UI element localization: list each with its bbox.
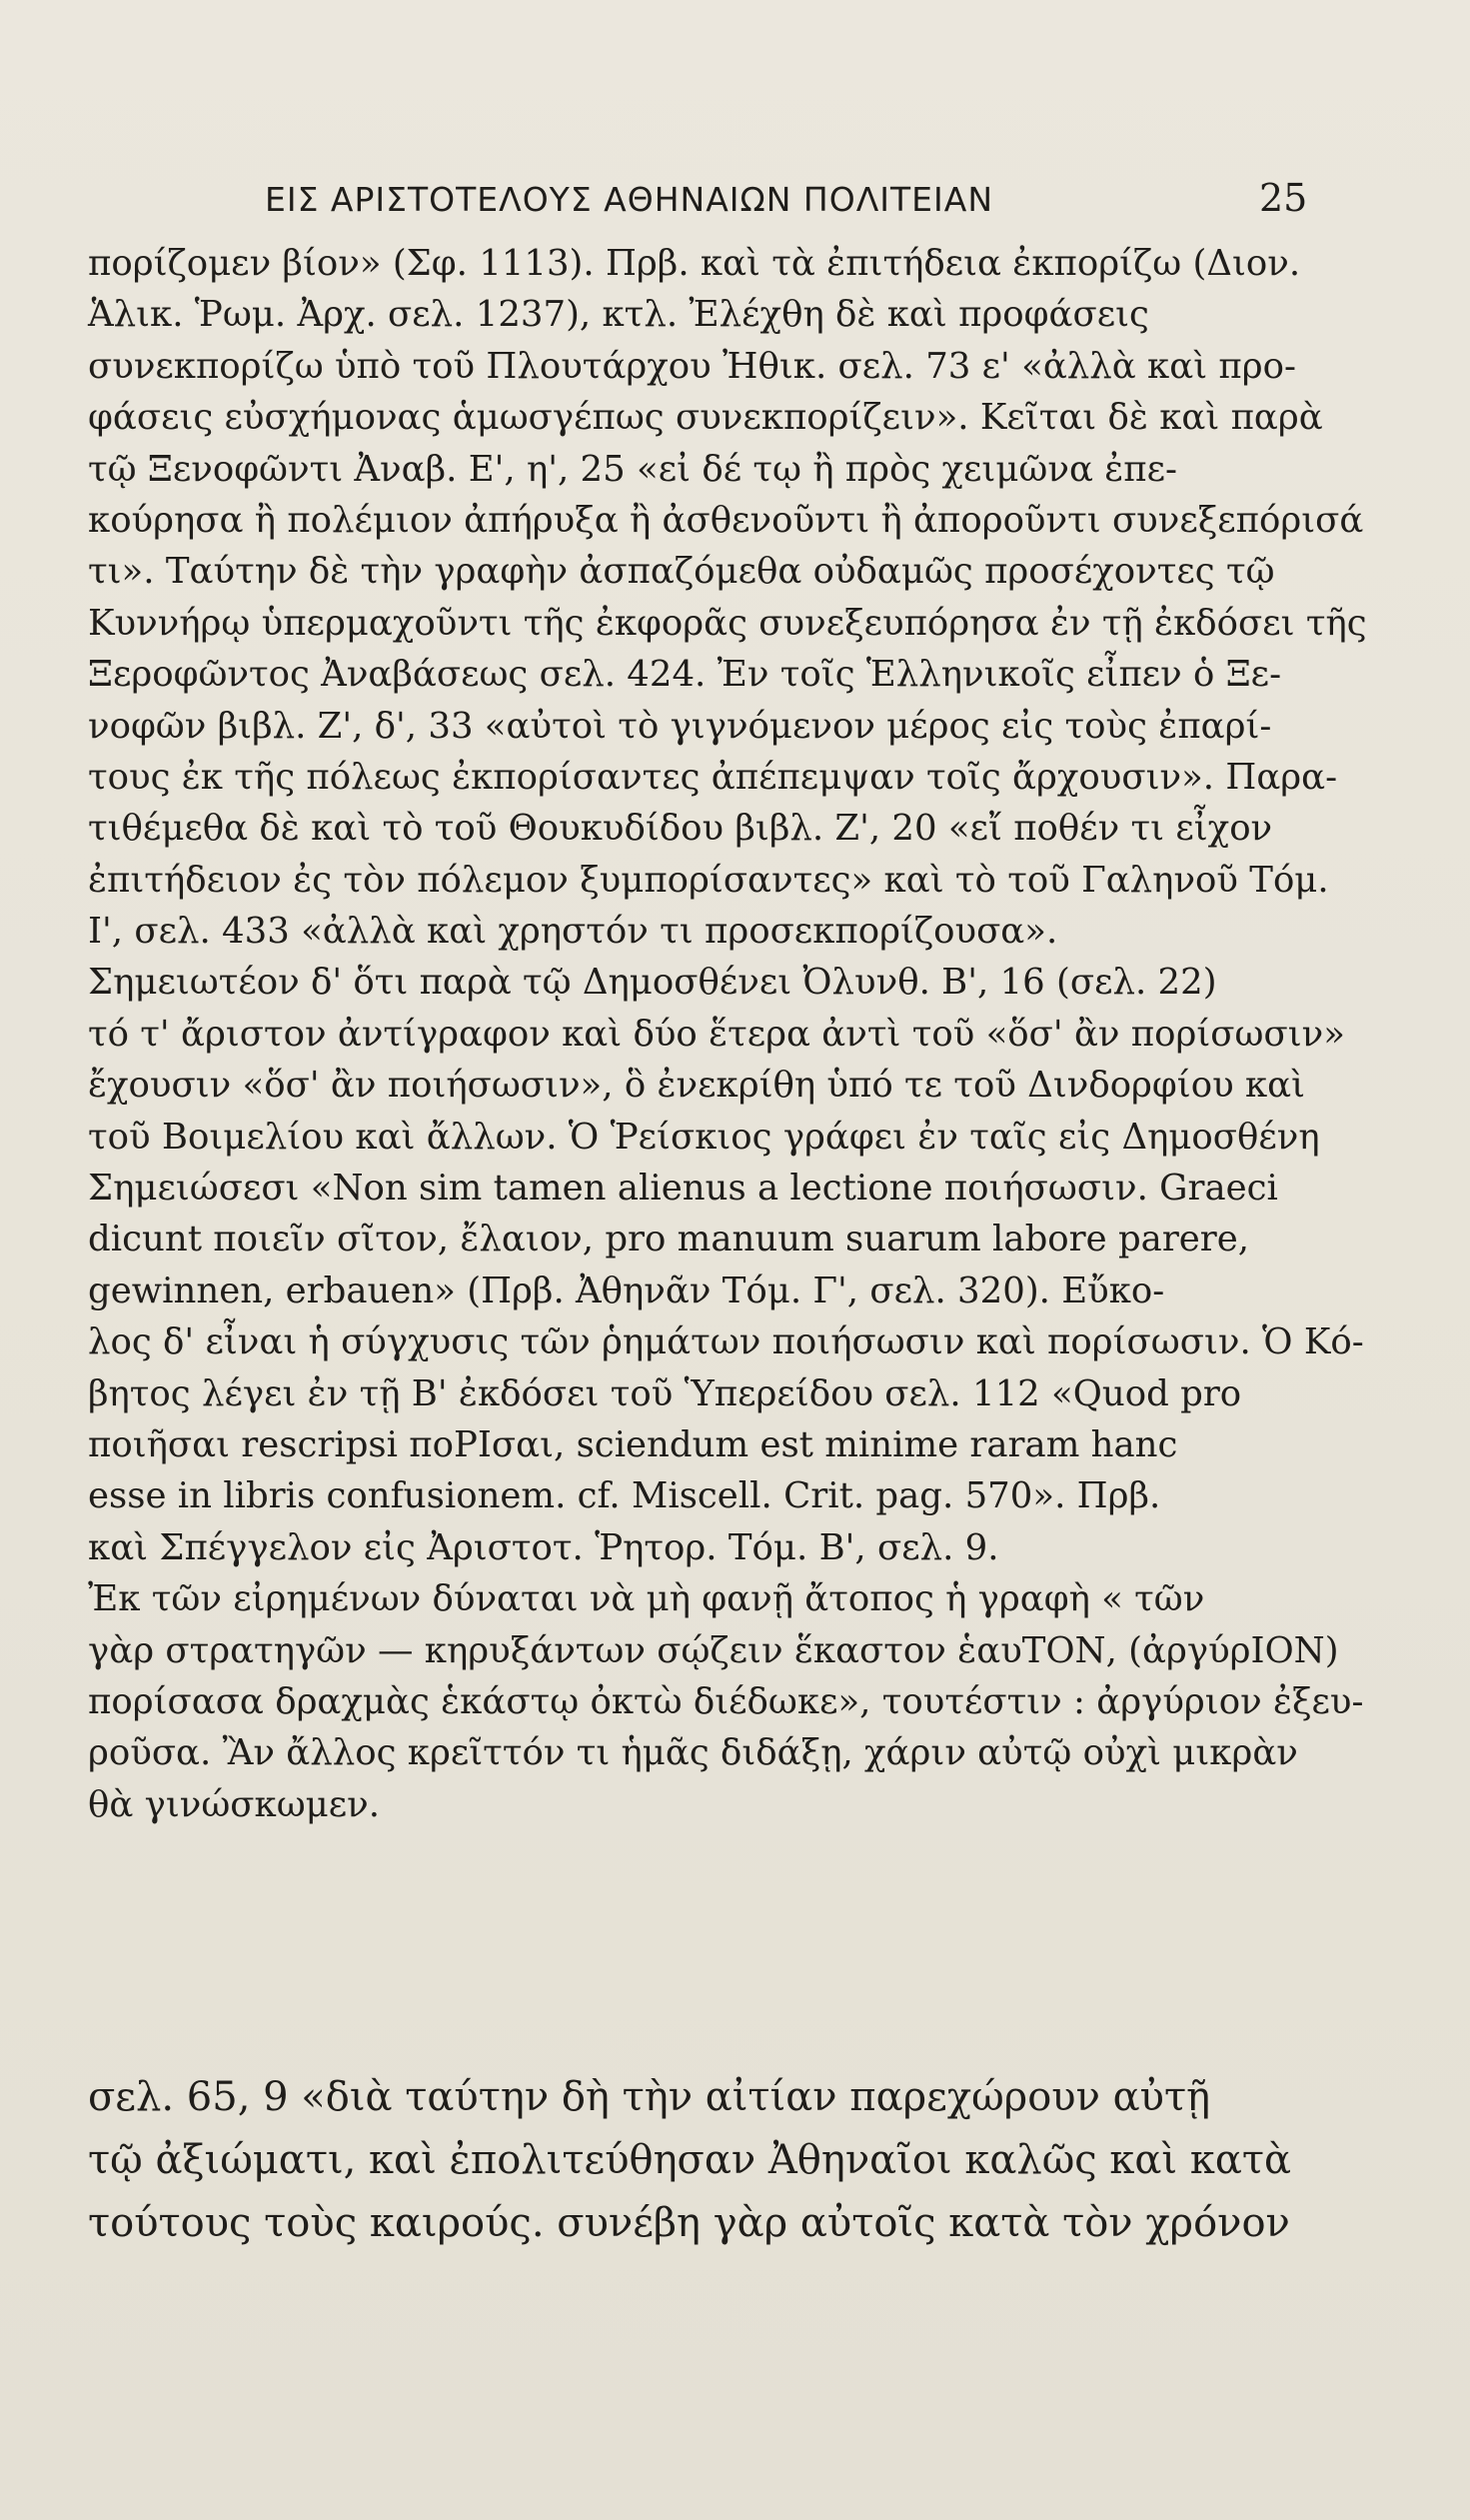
note-line: νοφῶν βιβλ. Ζ', δ', 33 «αὐτοὶ τὸ γιγνόμενον μέρος εἰς τοὺς ἐπαρί-: [88, 705, 1272, 747]
note-line: ἔχουσιν «ὅσ' ἂν ποιήσωσιν», ὃ ἐνεκρίθη ὑπό τε τοῦ Δινδορφίου καὶ: [88, 1065, 1306, 1107]
note-line: λος δ' εἶναι ἡ σύγχυσις τῶν ῥημάτων ποιήσωσιν καὶ πορίσωσιν. Ὁ Κό-: [88, 1321, 1364, 1363]
footnote-block: [88, 238, 1367, 1830]
main-line: τούτους τοὺς καιρούς. συνέβη γὰρ αὐτοῖς κατὰ τὸν χρόνον: [88, 2200, 1290, 2246]
main-line: τῷ ἀξιώματι, καὶ ἐπολιτεύθησαν Ἀθηναῖοι καλῶς καὶ κατὰ: [88, 2137, 1291, 2183]
note-line: καὶ Σπέγγελον εἰς Ἀριστοτ. Ῥητορ. Τόμ. Β', σελ. 9.: [88, 1526, 999, 1568]
note-line: θὰ γινώσκωμεν.: [88, 1783, 380, 1825]
note-line: κούρησα ἢ πολέμιον ἀπήρυξα ἢ ἀσθενοῦντι ἢ ἀποροῦντι συνεξεπόρισά: [88, 499, 1364, 541]
note-line: γὰρ στρατηγῶν — κηρυξάντων σῴζειν ἕκαστον ἑαυΤΟΝ, (ἀργύρΙΟΝ): [88, 1629, 1339, 1671]
note-line: πορίζομεν βίον» (Σφ. 1113). Πρβ. καὶ τὰ ἐπιτήδεια ἐκπορίζω (Διον.: [88, 243, 1301, 284]
note-line: Ι', σελ. 433 «ἀλλὰ καὶ χρηστόν τι προσεκπορίζουσα».: [88, 911, 1058, 953]
note-line: dicunt ποιεῖν σῖτον, ἔλαιον, pro manuum suarum labore parere,: [88, 1219, 1250, 1260]
note-line: esse in libris confusionem. cf. Miscell. Crit. pag. 570». Πρβ.: [88, 1475, 1161, 1517]
note-line: τοῦ Βοιμελίου καὶ ἄλλων. Ὁ Ῥείσκιος γράφει ἐν ταῖς εἰς Δημοσθένη: [88, 1116, 1320, 1158]
note-line: πορίσασα δραχμὰς ἑκάστῳ ὀκτὼ διέδωκε», τουτέστιν : ἀργύριον ἐξευ-: [88, 1680, 1364, 1722]
note-line: gewinnen, erbauen» (Πρβ. Ἀθηνᾶν Τόμ. Γ', σελ. 320). Εὔκο-: [88, 1269, 1165, 1311]
note-line: τό τ' ἄριστον ἀντίγραφον καὶ δύο ἕτερα ἀντὶ τοῦ «ὅσ' ἂν πορίσωσιν»: [88, 1013, 1345, 1055]
note-line: Σημειώσεσι «Non sim tamen alienus a lectione ποιήσωσιν. Graeci: [88, 1168, 1278, 1210]
note-line: Ξεροφῶντος Ἀναβάσεως σελ. 424. Ἐν τοῖς Ἑλληνικοῖς εἶπεν ὁ Ξε-: [88, 654, 1282, 696]
note-line: βητος λέγει ἐν τῇ Β' ἐκδόσει τοῦ Ὑπερείδου σελ. 112 «Quod pro: [88, 1372, 1242, 1414]
note-line: Ἁλικ. Ῥωμ. Ἀρχ. σελ. 1237), κτλ. Ἐλέχθη δὲ καὶ προφάσεις: [88, 294, 1149, 336]
main-text-block: [88, 2066, 1327, 2255]
note-line: ἐπιτήδειον ἐς τὸν πόλεμον ξυμπορίσαντες» καὶ τὸ τοῦ Γαληνοῦ Τόμ.: [88, 859, 1329, 901]
page-number: 25: [1259, 176, 1308, 220]
running-header: [0, 176, 1470, 234]
note-line: Κυννήρῳ ὑπερμαχοῦντι τῆς ἐκφορᾶς συνεξευπόρησα ἐν τῇ ἐκδόσει τῆς: [88, 602, 1367, 644]
running-title: ΕΙΣ ΑΡΙΣΤΟΤΕΛΟΥΣ ΑΘΗΝΑΙΩΝ ΠΟΛΙΤΕΙΑΝ: [265, 180, 994, 219]
note-line: Ἐκ τῶν εἰρημένων δύναται νὰ μὴ φανῇ ἄτοπος ἡ γραφὴ « τῶν: [88, 1578, 1205, 1620]
main-line: σελ. 65, 9 «διὰ ταύτην δὴ τὴν αἰτίαν παρεχώρουν αὐτῇ: [88, 2074, 1211, 2120]
note-line: τῷ Ξενοφῶντι Ἀναβ. Ε', η', 25 «εἰ δέ τῳ ἢ πρὸς χειμῶνα ἐπε-: [88, 448, 1177, 490]
note-line: Σημειωτέον δ' ὅτι παρὰ τῷ Δημοσθένει Ὀλυνθ. Β', 16 (σελ. 22): [88, 962, 1217, 1004]
note-line: ποιῆσαι rescripsi ποΡΙσαι, sciendum est minime raram hanc: [88, 1423, 1178, 1465]
note-line: τους ἐκ τῆς πόλεως ἐκπορίσαντες ἀπέπεμψαν τοῖς ἄρχουσιν». Παρα-: [88, 756, 1338, 798]
note-line: τιθέμεθα δὲ καὶ τὸ τοῦ Θουκυδίδου βιβλ. Ζ', 20 «εἴ ποθέν τι εἶχον: [88, 808, 1273, 850]
note-line: ροῦσα. Ἂν ἄλλος κρεῖττόν τι ἡμᾶς διδάξῃ, χάριν αὐτῷ οὐχὶ μικρὰν: [88, 1732, 1298, 1774]
note-line: συνεκπορίζω ὑπὸ τοῦ Πλουτάρχου Ἠθικ. σελ. 73 ε' «ἀλλὰ καὶ προ-: [88, 345, 1296, 387]
note-line: τι». Ταύτην δὲ τὴν γραφὴν ἀσπαζόμεθα οὐδαμῶς προσέχοντες τῷ: [88, 551, 1275, 593]
note-line: φάσεις εὐσχήμονας ἁμωσγέπως συνεκπορίζειν». Κεῖται δὲ καὶ παρὰ: [88, 397, 1323, 439]
